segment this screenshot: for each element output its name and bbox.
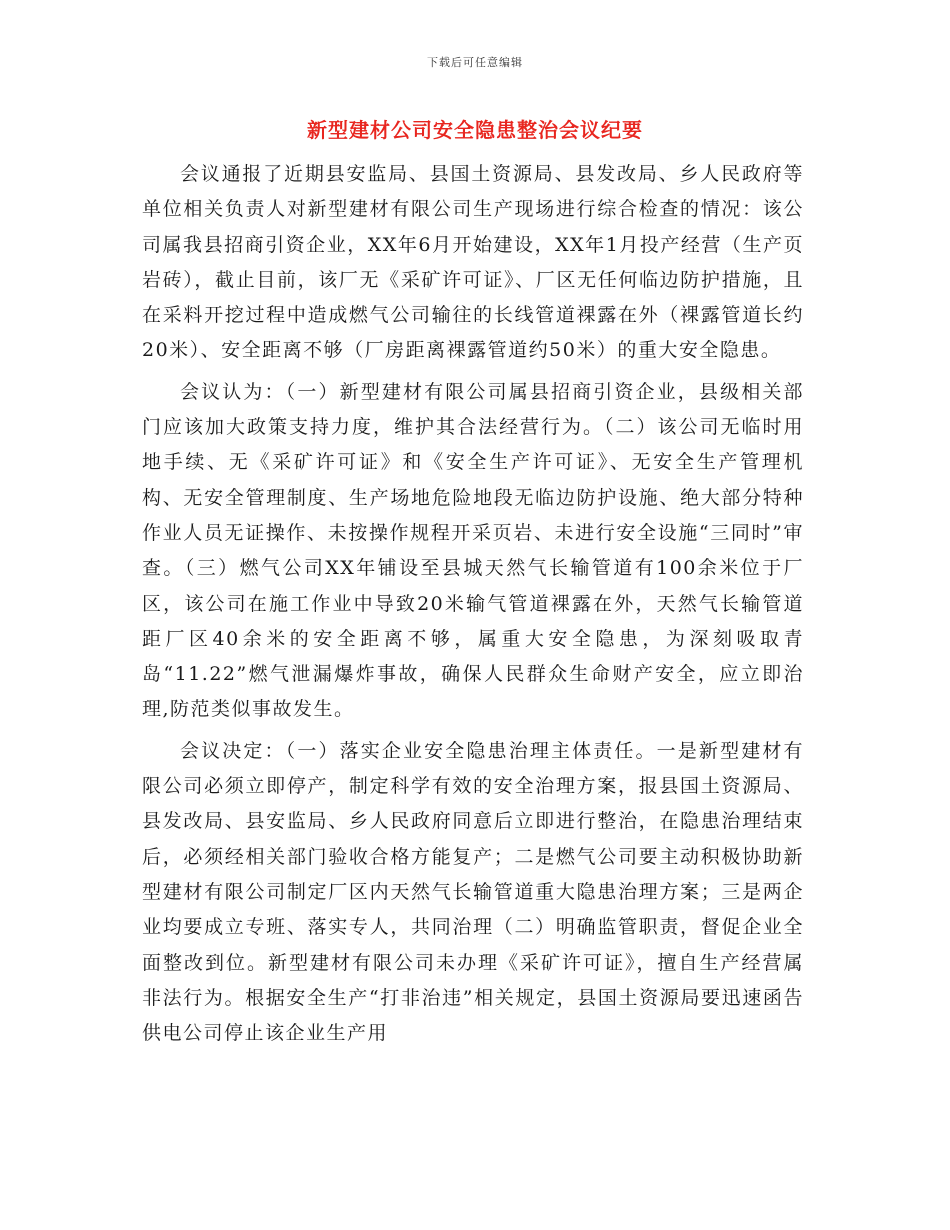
document-title: 新型建材公司安全隐患整治会议纪要 (307, 118, 643, 142)
document-body (142, 157, 804, 1057)
paragraph-briefing: 会议通报了近期县安监局、县国土资源局、县发改局、乡人民政府等单位相关负责人对新型建材有限公司生产现场进行综合检查的情况：该公司属我县招商引资企业，XX年6月开始建设，XX年1月投产经营（生产页岩砖），截止目前，该厂无《采矿许可证》、厂区无任何临边防护措施，且在采料开挖过程中造成燃气公司输往的长线管道裸露在外（裸露管道长约20米）、安全距离不够（厂房距离裸露管道约50米）的重大安全隐患。 (142, 163, 804, 362)
paragraph-findings: 会议认为：（一）新型建材有限公司属县招商引资企业，县级相关部门应该加大政策支持力度，维护其合法经营行为。（二）该公司无临时用地手续、无《采矿许可证》和《安全生产许可证》、无安全生产管理机构、无安全管理制度、生产场地危险地段无临边防护设施、绝大部分特种作业人员无证操作、未按操作规程开采页岩、未进行安全设施“三同时”审查。（三）燃气公司XX年铺设至县城天然气长输管道有100余米位于厂区，该公司在施工作业中导致20米输气管道裸露在外，天然气长输管道距厂区40余米的安全距离不够，属重大安全隐患，为深刻吸取青岛“11.22”燃气泄漏爆炸事故，确保人民群众生命财产安全，应立即治理,防范类似事故发生。 (142, 380, 804, 721)
header-note: 下载后可任意编辑 (427, 56, 523, 69)
paragraph-decisions: 会议决定：（一）落实企业安全隐患治理主体责任。一是新型建材有限公司必须立即停产，制定科学有效的安全治理方案，报县国土资源局、县发改局、县安监局、乡人民政府同意后立即进行整治，在隐患治理结束后，必须经相关部门验收合格方能复产；二是燃气公司要主动积极协助新型建材有限公司制定厂区内天然气长输管道重大隐患治理方案；三是两企业均要成立专班、落实专人，共同治理（二）明确监管职责，督促企业全面整改到位。新型建材有限公司未办理《采矿许可证》，擅自生产经营属非法行为。根据安全生产“打非治违”相关规定，县国土资源局要迅速函告供电公司停止该企业生产用 (142, 739, 804, 1045)
